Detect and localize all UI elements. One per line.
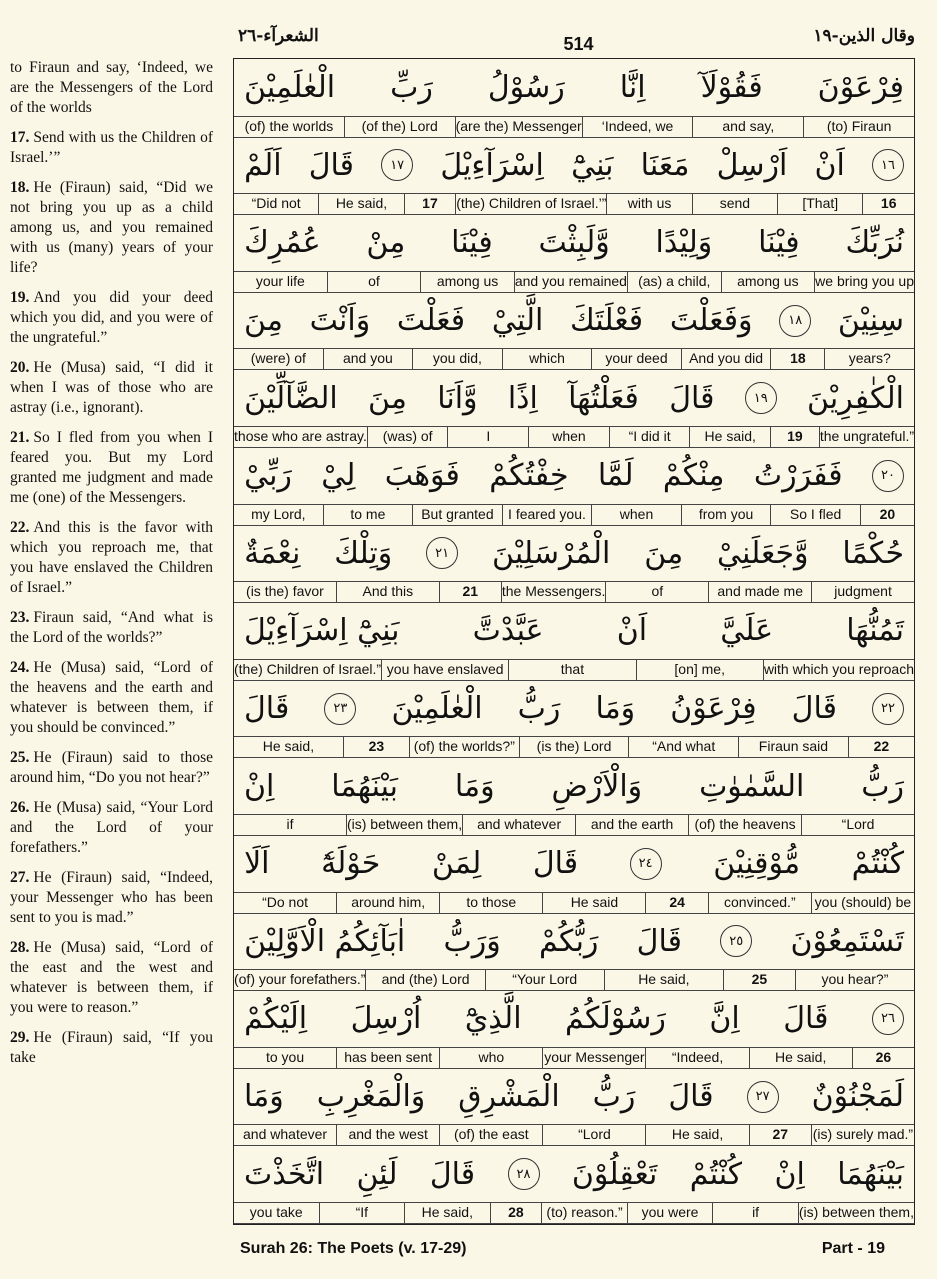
verse-number: 24. — [10, 659, 30, 676]
arabic-line — [234, 604, 914, 658]
arabic-line — [234, 759, 914, 813]
english-gloss: and the west — [336, 1125, 439, 1145]
english-gloss: (is the) favor — [246, 583, 324, 600]
english-gloss: and you — [323, 349, 413, 369]
sidebar-verse — [10, 128, 213, 168]
english-gloss-line — [234, 348, 914, 370]
verse-text: He (Firaun) said, “Did we not bring you up as a child among us, and you remained with us (many) years of your life? — [10, 179, 213, 276]
arabic-word: الضَّآلِّيْنَ — [244, 380, 338, 416]
arabic-word: اِسْرَآءِيْلَ — [440, 147, 544, 183]
arabic-word: فَعَلْتُهَآ — [568, 380, 639, 416]
ayah-marker: ٢٤ — [630, 848, 662, 880]
english-gloss: “Do not — [262, 893, 308, 910]
verse-text: He (Musa) said, “Lord of the east and the west and whatever is between them, if you were to reason.” — [10, 939, 213, 1016]
english-gloss: among us — [420, 272, 514, 292]
english-gloss: He said, — [645, 1125, 748, 1145]
english-gloss: (of) the worlds — [244, 117, 334, 134]
arabic-word: وَمَا — [595, 691, 636, 727]
english-gloss: send — [692, 194, 777, 214]
arabic-line — [234, 449, 914, 503]
english-gloss: (to) reason.” — [541, 1203, 627, 1223]
english-gloss: with us — [606, 194, 691, 214]
english-gloss: convinced.” — [708, 893, 811, 913]
arabic-word: مِنْكُمْ — [662, 458, 725, 494]
arabic-word: الْكٰفِرِيْنَ — [807, 380, 904, 416]
arabic-line — [234, 1147, 914, 1201]
arabic-word: كُنْتُمْ — [689, 1156, 743, 1192]
surah-name-header: الشعرآء-٢٦ — [238, 26, 319, 46]
part-footer: Part - 19 — [821, 1240, 885, 1257]
arabic-word: رَسُوْلَكُمُ — [565, 1001, 666, 1037]
arabic-word: قَالَ — [636, 923, 682, 959]
arabic-word: اَرْسِلْ — [716, 147, 788, 183]
english-gloss: (are the) Messenger — [455, 117, 582, 137]
ayah-marker: ٢٠ — [872, 460, 904, 492]
arabic-word: اِنْ — [774, 1156, 805, 1192]
english-gloss: And you did — [681, 349, 771, 369]
verse-text: And this is the favor with which you reproach me, that you have enslaved the Children of Israel.” — [10, 519, 213, 596]
ayah-marker: ١٦ — [872, 149, 904, 181]
english-gloss: “If — [319, 1203, 405, 1223]
english-gloss-line — [234, 736, 914, 758]
english-gloss: and (the) Lord — [365, 970, 484, 990]
sidebar-verse — [10, 748, 213, 788]
arabic-word: فَقُوْلَآ — [700, 70, 763, 106]
verse-number: 22. — [10, 519, 30, 536]
english-gloss: 18 — [770, 349, 824, 369]
sidebar-verse — [10, 608, 213, 648]
arabic-word: فِيْنَا — [451, 225, 493, 261]
english-gloss: (to) Firaun — [803, 117, 914, 137]
english-gloss: (the) Children of Israel.” — [234, 660, 382, 677]
arabic-word: وَالْمَغْرِبِ — [316, 1079, 426, 1115]
arabic-line — [234, 139, 914, 193]
english-gloss: (is) surely mad.” — [811, 1125, 914, 1145]
english-gloss: “Your Lord — [485, 970, 604, 990]
ayah-marker: ٢٧ — [747, 1081, 779, 1113]
verse-text: to Firaun and say, ‘Indeed, we are the Messengers of the Lord of the worlds — [10, 59, 213, 116]
arabic-word: فِرْعَوْنَ — [817, 70, 904, 106]
arabic-word: نُرَبِّكَ — [845, 225, 904, 261]
english-gloss: 17 — [404, 194, 456, 214]
arabic-word: اَنْ — [814, 147, 845, 183]
english-gloss: (of the) Lord — [344, 117, 455, 137]
verse-number: 28. — [10, 939, 30, 956]
english-gloss: 24 — [645, 893, 707, 913]
arabic-word: رَبُّ — [592, 1079, 636, 1115]
arabic-word: اِنَّ — [709, 1001, 740, 1037]
english-gloss: to you — [265, 1048, 305, 1065]
english-gloss: But granted — [412, 505, 502, 525]
arabic-word: قَالَ — [669, 380, 715, 416]
english-gloss: (is the) Lord — [519, 737, 629, 757]
arabic-word: قَالَ — [429, 1156, 476, 1192]
english-gloss: you were — [627, 1203, 713, 1223]
english-gloss: you have enslaved — [381, 660, 508, 680]
sidebar-verse — [10, 798, 213, 858]
english-gloss: and whatever — [243, 1126, 328, 1143]
arabic-word: الْمُرْسَلِيْنَ — [492, 535, 611, 571]
english-gloss: those who are astray. — [234, 428, 367, 444]
english-gloss: with which you reproach — [763, 660, 914, 680]
ayah-marker: ٢٢ — [872, 693, 904, 725]
arabic-word: حُكْمًا — [842, 535, 904, 571]
english-gloss-line — [234, 581, 914, 603]
arabic-word: اِنَّا — [619, 70, 646, 106]
english-gloss: which — [502, 349, 592, 369]
verse-number: 27. — [10, 869, 30, 886]
arabic-word: فَفَرَرْتُ — [753, 458, 843, 494]
ayah-marker: ٢٨ — [508, 1158, 540, 1190]
english-gloss: has been sent — [336, 1048, 439, 1068]
english-gloss: He said, — [404, 1203, 490, 1223]
arabic-word: بَيْنَهُمَا — [837, 1156, 904, 1192]
arabic-word: وَاَنْتَ — [309, 303, 371, 339]
arabic-word: مِنْ — [366, 225, 406, 261]
ayah-marker: ١٧ — [381, 149, 413, 181]
english-gloss: you did, — [412, 349, 502, 369]
english-gloss: 23 — [343, 737, 409, 757]
english-gloss: among us — [721, 272, 815, 292]
english-gloss: of — [605, 582, 708, 602]
english-gloss: I feared you. — [502, 505, 592, 525]
english-gloss: 25 — [723, 970, 795, 990]
english-gloss: 28 — [490, 1203, 542, 1223]
arabic-word: اِذًا — [507, 380, 538, 416]
english-gloss: (is) between them, — [798, 1203, 914, 1223]
arabic-line — [234, 294, 914, 348]
arabic-word: لَئِنِ — [356, 1156, 398, 1192]
arabic-word: رَبِّيْ — [244, 458, 292, 494]
arabic-word: اَنْ — [616, 613, 648, 649]
english-gloss: to those — [439, 893, 542, 913]
verse-text: Firaun said, “And what is the Lord of the worlds?” — [10, 609, 213, 646]
arabic-word: قَالَ — [308, 147, 355, 183]
english-gloss: your life — [255, 272, 305, 289]
arabic-word: مِنَ — [368, 380, 407, 416]
arabic-word: اتَّخَذْتَ — [244, 1156, 325, 1192]
verse-number: 29. — [10, 1029, 30, 1046]
ayah-marker: ٢١ — [426, 537, 458, 569]
english-gloss-line — [234, 1047, 914, 1069]
translation-sidebar — [10, 58, 213, 1078]
english-gloss: I — [447, 427, 528, 447]
arabic-word: فَعْلَتَكَ — [570, 303, 644, 339]
ayah-marker: ١٨ — [779, 305, 811, 337]
arabic-word: السَّمٰوٰتِ — [699, 768, 805, 804]
english-gloss: and the earth — [575, 815, 688, 835]
arabic-word: بَيْنَهُمَا — [331, 768, 399, 804]
english-gloss: if — [286, 816, 294, 832]
arabic-word: فَعَلْتَ — [396, 303, 466, 339]
english-gloss: 16 — [862, 194, 914, 214]
verse-number: 26. — [10, 799, 30, 816]
arabic-word: كُنْتُمْ — [851, 846, 904, 882]
english-gloss: 20 — [860, 505, 914, 525]
arabic-word: لِمَنْ — [431, 846, 482, 882]
arabic-word: وَّلَبِثْتَ — [538, 225, 610, 261]
arabic-word: الْعٰلَمِيْنَ — [391, 691, 483, 727]
verse-text: He (Musa) said, “Lord of the heavens and the earth and whatever is between them, if you should be convinced.” — [10, 659, 213, 736]
sidebar-verse — [10, 1028, 213, 1068]
arabic-word: رَبُّ — [517, 691, 561, 727]
english-gloss: (of) the east — [439, 1125, 542, 1145]
sidebar-verse — [10, 178, 213, 278]
sidebar-verse — [10, 518, 213, 598]
english-gloss: my Lord, — [251, 505, 306, 522]
ayah-marker: ٢٣ — [324, 693, 356, 725]
arabic-word: اَلَا — [244, 846, 270, 882]
arabic-word: وَمَا — [454, 768, 495, 804]
english-gloss: who — [439, 1048, 542, 1068]
english-gloss-line — [234, 1124, 914, 1146]
english-gloss: the ungrateful.” — [819, 427, 914, 447]
arabic-word: اُرْسِلَ — [350, 1001, 422, 1037]
arabic-word: مِنَ — [244, 303, 283, 339]
english-gloss: and whatever — [462, 815, 575, 835]
english-gloss: And this — [336, 582, 439, 602]
ayah-marker: ٢٥ — [720, 925, 752, 957]
arabic-word: رَبُّكُمْ — [539, 923, 599, 959]
arabic-word: خِفْتُكُمْ — [489, 458, 569, 494]
english-gloss: (of) the worlds?” — [409, 737, 519, 757]
arabic-line — [234, 371, 914, 425]
english-gloss: (of) the heavens — [688, 815, 801, 835]
arabic-word: وَرَبُّ — [443, 923, 501, 959]
english-gloss: and you remained — [514, 272, 627, 292]
arabic-word: وَلِيْدًا — [655, 225, 713, 261]
arabic-word: الْمَشْرِقِ — [458, 1079, 560, 1115]
arabic-word: وَالْاَرْضِ — [551, 768, 643, 804]
english-gloss: (is) between them, — [346, 815, 462, 835]
verse-number: 19. — [10, 289, 30, 306]
arabic-word: رَبُّ — [861, 768, 904, 804]
page-number: 514 — [563, 34, 594, 54]
english-gloss: 22 — [848, 737, 914, 757]
english-gloss-line — [234, 116, 914, 138]
english-gloss: you hear?” — [795, 970, 914, 990]
arabic-word: قَالَ — [532, 846, 579, 882]
arabic-line — [234, 527, 914, 581]
verse-number: 17. — [10, 129, 30, 146]
arabic-word: عَبَّدْتَّ — [472, 613, 544, 649]
arabic-word: الَّذِيْٓ — [464, 1001, 522, 1037]
surah-footer: Surah 26: The Poets (v. 17-29) — [240, 1240, 467, 1257]
english-gloss: (as) a child, — [627, 272, 721, 292]
arabic-word: لَمَّا — [597, 458, 634, 494]
english-gloss: when — [591, 505, 681, 525]
english-gloss: your Messenger — [542, 1048, 645, 1068]
sidebar-verse — [10, 288, 213, 348]
arabic-word: مِنَ — [644, 535, 684, 571]
arabic-word: وَفَعَلْتَ — [669, 303, 753, 339]
arabic-line — [234, 1070, 914, 1124]
english-gloss: from you — [681, 505, 771, 525]
arabic-word: لِيْ — [321, 458, 356, 494]
arabic-word: نِعْمَةٌ — [244, 535, 301, 571]
verse-text: He (Firaun) said, “If you take — [10, 1029, 213, 1066]
ayah-marker: ٢٦ — [872, 1003, 904, 1035]
english-gloss: around him, — [336, 893, 439, 913]
arabic-word: بَنِيْٓ — [571, 147, 614, 183]
english-gloss: “I did it — [609, 427, 690, 447]
english-gloss-line — [234, 969, 914, 991]
english-gloss-line — [234, 814, 914, 836]
arabic-word: اِنْ — [244, 768, 275, 804]
english-gloss: “Indeed, — [645, 1048, 748, 1068]
english-gloss: “And what — [628, 737, 738, 757]
english-gloss: He said — [542, 893, 645, 913]
verse-text: So I fled from you when I feared you. But my Lord granted me judgment and made me (one) of the Messengers. — [10, 429, 213, 506]
english-gloss-line — [234, 892, 914, 914]
verse-number: 21. — [10, 429, 30, 446]
sidebar-verse — [10, 358, 213, 418]
verse-text: He (Firaun) said to those around him, “Do you not hear?” — [10, 749, 213, 786]
arabic-word: فَوَهَبَ — [384, 458, 460, 494]
english-gloss: He said, — [318, 194, 403, 214]
arabic-word: وَّجَعَلَنِيْ — [717, 535, 809, 571]
arabic-word: اِلَيْكُمْ — [244, 1001, 308, 1037]
english-gloss: He said, — [262, 738, 315, 755]
arabic-word: الْعٰلَمِيْنَ — [244, 70, 336, 106]
english-gloss: He said, — [604, 970, 723, 990]
english-gloss: 27 — [749, 1125, 811, 1145]
arabic-word: سِنِيْنَ — [837, 303, 904, 339]
verse-number: 23. — [10, 609, 30, 626]
arabic-word: قَالَ — [783, 1001, 829, 1037]
english-gloss-line — [234, 271, 914, 293]
verse-text: He (Musa) said, “I did it when I was of those who are astray (i.e., ignorant). — [10, 359, 213, 416]
english-gloss: “Lord — [542, 1125, 645, 1145]
english-gloss: and made me — [708, 582, 811, 602]
arabic-word: رَبِّ — [390, 70, 433, 106]
english-gloss: “Lord — [801, 815, 914, 835]
arabic-word: فِيْنَا — [758, 225, 800, 261]
arabic-word: مَعَنَا — [640, 147, 690, 183]
english-gloss: (of) your forefathers.” — [233, 971, 366, 988]
english-gloss: [on] me, — [636, 660, 763, 680]
sidebar-verse — [10, 868, 213, 928]
english-gloss: if — [712, 1203, 798, 1223]
english-gloss: He said, — [689, 427, 770, 447]
arabic-word: وَّاَنَا — [437, 380, 478, 416]
arabic-word: عَلَيَّ — [720, 613, 774, 649]
arabic-word: لَمَجْنُوْنٌ — [811, 1079, 904, 1115]
arabic-line — [234, 915, 914, 969]
arabic-word: تَعْقِلُوْنَ — [571, 1156, 658, 1192]
sidebar-verse — [10, 938, 213, 1018]
english-gloss: the Messengers. — [501, 582, 606, 602]
verse-text: Send with us the Children of Israel.’” — [10, 129, 213, 166]
arabic-word: حَوْلَهٗٓ — [321, 846, 381, 882]
verse-text: And you did your deed which you did, and you were of the ungrateful.” — [10, 289, 213, 346]
english-gloss: (was) of — [367, 427, 448, 447]
arabic-line — [234, 837, 914, 891]
english-gloss: your deed — [591, 349, 681, 369]
arabic-word: رَسُوْلُ — [487, 70, 565, 106]
sidebar-verse — [10, 58, 213, 118]
english-gloss: 26 — [852, 1048, 914, 1068]
english-gloss: Firaun said — [738, 737, 848, 757]
english-gloss-line — [234, 426, 914, 448]
sidebar-verse — [10, 428, 213, 508]
arabic-word: قَالَ — [791, 691, 837, 727]
english-gloss: when — [528, 427, 609, 447]
english-gloss-line — [234, 1202, 914, 1224]
verse-number: 20. — [10, 359, 30, 376]
arabic-line — [234, 992, 914, 1046]
english-gloss: and say, — [692, 117, 803, 137]
arabic-word: وَتِلْكَ — [334, 535, 393, 571]
english-gloss: So I fled — [770, 505, 860, 525]
english-gloss: that — [508, 660, 635, 680]
arabic-word: بَنِيْٓ اِسْرَآءِيْلَ — [244, 613, 400, 649]
arabic-line — [234, 682, 914, 736]
arabic-word: قَالَ — [244, 691, 290, 727]
english-gloss-line — [234, 504, 914, 526]
arabic-word: عُمُرِكَ — [244, 225, 321, 261]
english-gloss: to me — [323, 505, 413, 525]
verse-number: 18. — [10, 179, 30, 196]
english-gloss: you (should) be — [811, 893, 914, 913]
english-gloss: He said, — [749, 1048, 852, 1068]
juz-name-header: وقال الذين-١٩ — [813, 26, 915, 46]
english-gloss: 21 — [439, 582, 501, 602]
arabic-word: مُّوْقِنِيْنَ — [713, 846, 801, 882]
arabic-word: اٰبَآئِكُمُ الْاَوَّلِيْنَ — [244, 923, 406, 959]
ayah-marker: ١٩ — [745, 382, 777, 414]
english-gloss: judgment — [811, 582, 914, 602]
arabic-word: وَمَا — [244, 1079, 284, 1115]
english-gloss-line — [234, 193, 914, 215]
english-gloss: “Did not — [251, 195, 301, 212]
english-gloss-line — [234, 659, 914, 681]
sidebar-verse — [10, 658, 213, 738]
english-gloss: (were) of — [250, 350, 306, 367]
english-gloss: ‘Indeed, we — [582, 117, 693, 137]
english-gloss: (the) Children of Israel.’” — [455, 194, 606, 214]
arabic-word: تَمُنُّهَا — [846, 613, 904, 649]
arabic-word: تَسْتَمِعُوْنَ — [790, 923, 904, 959]
verse-text: He (Firaun) said, “Indeed, your Messenger who has been sent to you is mad.” — [10, 869, 213, 926]
english-gloss: of — [327, 272, 421, 292]
verse-number: 25. — [10, 749, 30, 766]
english-gloss: [That] — [777, 194, 862, 214]
arabic-word: قَالَ — [668, 1079, 714, 1115]
word-by-word-grid — [233, 58, 915, 1225]
arabic-line — [234, 61, 914, 115]
english-gloss: years? — [824, 349, 914, 369]
arabic-word: الَّتِيْ — [491, 303, 544, 339]
english-gloss: we bring you up — [814, 272, 914, 292]
english-gloss: you take — [249, 1204, 303, 1220]
arabic-word: اَلَمْ — [244, 147, 282, 183]
arabic-word: فِرْعَوْنُ — [670, 691, 757, 727]
verse-text: He (Musa) said, “Your Lord and the Lord of your forefathers.” — [10, 799, 213, 856]
arabic-line — [234, 216, 914, 270]
english-gloss: 19 — [770, 427, 819, 447]
